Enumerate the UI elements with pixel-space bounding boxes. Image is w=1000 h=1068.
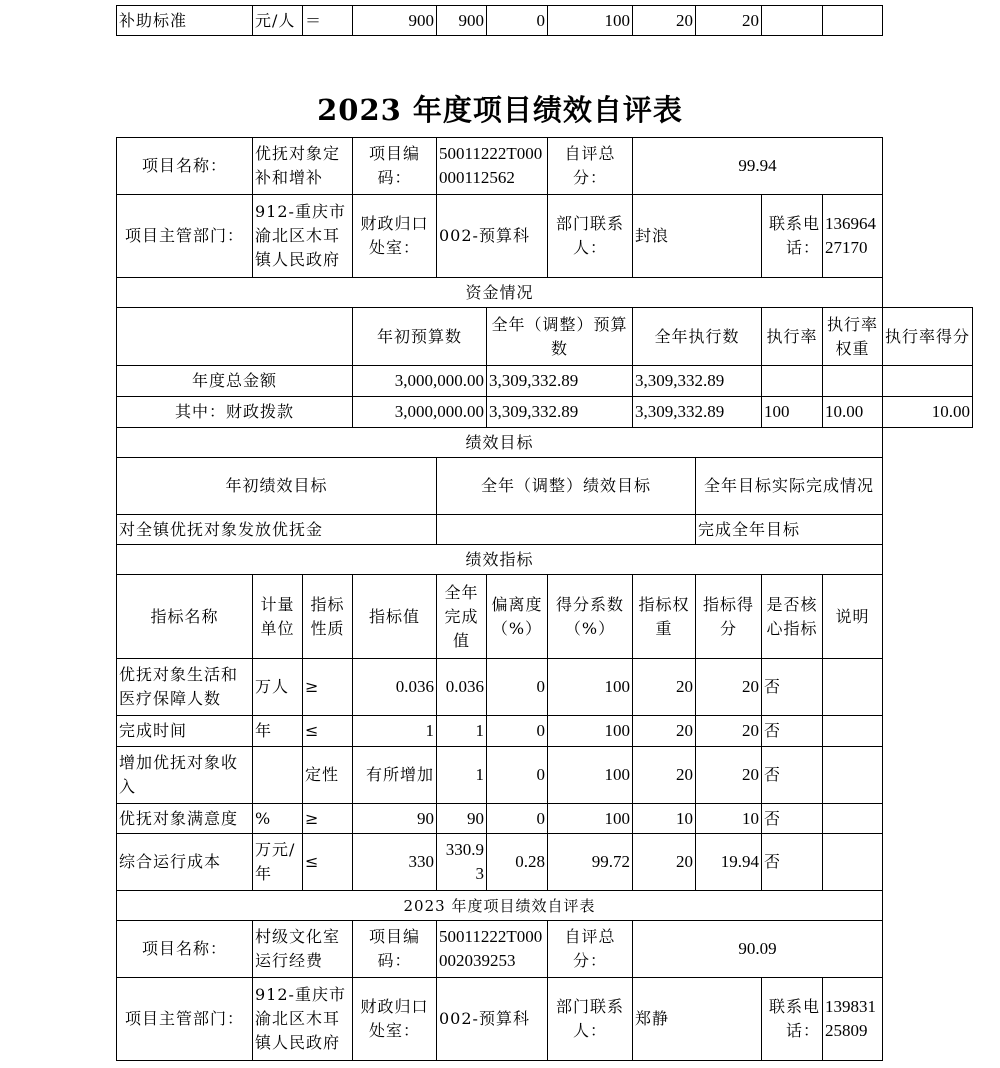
ind-nature: ≤ [303,834,353,891]
ind-nature-header: 指标性质 [303,575,353,659]
fiscal-adjusted: 3,309,332.89 [487,397,633,428]
funds-fiscal-row [117,397,973,428]
ind-name: 增加优抚对象收入 [117,747,253,804]
page-title: 2023 年度项目绩效自评表 [317,93,683,127]
goal-adjusted-header: 全年（调整）绩效目标 [437,458,696,515]
indicator-coef: 100 [548,6,633,36]
contact-value: 郑静 [633,978,762,1061]
ind-core-header: 是否核心指标 [762,575,823,659]
project-code-label: 项目编码： [353,138,437,195]
ind-note [823,834,883,891]
phone-label: 联系电话： [762,195,823,278]
self-score-value: 99.94 [633,138,883,195]
ind-unit [253,747,303,804]
ind-deviation-header: 偏离度（%） [487,575,548,659]
funds-section-row [117,278,973,308]
ind-weight: 10 [633,804,696,834]
fiscal-executed: 3,309,332.89 [633,397,762,428]
ind-deviation: 0 [487,659,548,716]
ind-weight-header: 指标权重 [633,575,696,659]
finance-office-label: 财政归口处室： [353,195,437,278]
project-name-value: 优抚对象定补和增补 [253,138,353,195]
indicator-deviation: 0 [487,6,548,36]
contact-label: 部门联系人： [548,195,633,278]
goals-section-row [117,428,973,458]
self-score-label: 自评总分： [548,138,633,195]
indicator-unit: 元/人 [253,6,303,36]
self-score-value: 90.09 [633,921,883,978]
indicator-target: 900 [353,6,437,36]
ind-actual-header: 全年完成值 [437,575,487,659]
table-row [117,804,973,834]
ind-unit: 年 [253,716,303,747]
ind-core: 否 [762,804,823,834]
fiscal-initial: 3,000,000.00 [353,397,487,428]
col-rate: 执行率 [762,308,823,366]
ind-weight: 20 [633,716,696,747]
dept-row [117,195,973,278]
fiscal-rate: 100 [762,397,823,428]
ind-name: 完成时间 [117,716,253,747]
ind-deviation: 0 [487,804,548,834]
ind-note [823,747,883,804]
ind-core: 否 [762,716,823,747]
goals-section-heading: 绩效目标 [117,428,883,458]
funds-header-row [117,308,973,366]
ind-value: 有所增加 [353,747,437,804]
ind-score: 10 [696,804,762,834]
dept-row [117,978,973,1061]
ind-value-header: 指标值 [353,575,437,659]
indicator-note [823,6,883,36]
ind-score: 20 [696,747,762,804]
ind-core: 否 [762,834,823,891]
contact-value: 封浪 [633,195,762,278]
row-fiscal-label: 其中：财政拨款 [117,397,353,428]
table-row [117,716,973,747]
table-row [117,6,883,36]
goal-initial-value: 对全镇优抚对象发放优抚金 [117,515,437,545]
project-name-label: 项目名称： [117,921,253,978]
total-rate [762,366,823,397]
fiscal-score: 10.00 [883,397,973,428]
ind-coef: 100 [548,659,633,716]
contact-label: 部门联系人： [548,978,633,1061]
ind-nature: 定性 [303,747,353,804]
ind-actual: 1 [437,716,487,747]
project-code-label: 项目编码： [353,921,437,978]
ind-actual: 0.036 [437,659,487,716]
ind-core: 否 [762,659,823,716]
second-table-title: 2023 年度项目绩效自评表 [117,891,883,921]
indicators-section-heading: 绩效指标 [117,545,883,575]
ind-weight: 20 [633,747,696,804]
table-row [117,659,973,716]
project-name-row [117,921,973,978]
ind-score: 19.94 [696,834,762,891]
indicators-header-row [117,575,973,659]
ind-coef-header: 得分系数（%） [548,575,633,659]
table-row [117,834,973,891]
ind-coef: 99.72 [548,834,633,891]
finance-office-label: 财政归口处室： [353,978,437,1061]
ind-score: 20 [696,716,762,747]
indicator-actual: 900 [437,6,487,36]
ind-deviation: 0 [487,716,548,747]
finance-office-value: 002-预算科 [437,195,548,278]
ind-value: 1 [353,716,437,747]
ind-unit-header: 计量单位 [253,575,303,659]
ind-actual: 330.93 [437,834,487,891]
ind-value: 0.036 [353,659,437,716]
ind-unit: 万元/年 [253,834,303,891]
ind-name: 优抚对象生活和医疗保障人数 [117,659,253,716]
total-initial: 3,000,000.00 [353,366,487,397]
indicators-section-row [117,545,973,575]
goal-actual-value: 完成全年目标 [696,515,883,545]
ind-actual: 1 [437,747,487,804]
indicator-score: 20 [696,6,762,36]
ind-name-header: 指标名称 [117,575,253,659]
ind-coef: 100 [548,716,633,747]
ind-note [823,659,883,716]
project-code-value: 50011222T000002039253 [437,921,548,978]
self-score-label: 自评总分： [548,921,633,978]
ind-weight: 20 [633,659,696,716]
project-code-value: 50011222T000000112562 [437,138,548,195]
ind-deviation: 0.28 [487,834,548,891]
funds-section-heading: 资金情况 [117,278,883,308]
performance-evaluation-table [116,137,973,1061]
ind-note [823,716,883,747]
project-name-row [117,138,973,195]
ind-actual: 90 [437,804,487,834]
dept-label: 项目主管部门： [117,978,253,1061]
dept-value: 912-重庆市渝北区木耳镇人民政府 [253,978,353,1061]
ind-value: 90 [353,804,437,834]
goal-actual-header: 全年目标实际完成情况 [696,458,883,515]
ind-deviation: 0 [487,747,548,804]
goal-adjusted-value [437,515,696,545]
ind-core: 否 [762,747,823,804]
indicator-core [762,6,823,36]
ind-name: 综合运行成本 [117,834,253,891]
col-rate-score: 执行率得分 [883,308,973,366]
ind-coef: 100 [548,804,633,834]
ind-nature: ≥ [303,659,353,716]
dept-label: 项目主管部门： [117,195,253,278]
fiscal-weight: 10.00 [823,397,883,428]
ind-note [823,804,883,834]
phone-value: 13983125809 [823,978,883,1061]
table-row [117,747,973,804]
phone-label: 联系电话： [762,978,823,1061]
goals-header-row [117,458,973,515]
col-execution: 全年执行数 [633,308,762,366]
project-name-label: 项目名称： [117,138,253,195]
col-rate-weight: 执行率权重 [823,308,883,366]
section-title-row [117,891,973,921]
ind-name: 优抚对象满意度 [117,804,253,834]
dept-value: 912-重庆市渝北区木耳镇人民政府 [253,195,353,278]
phone-value: 13696427170 [823,195,883,278]
project-name-value: 村级文化室运行经费 [253,921,353,978]
ind-nature: ≤ [303,716,353,747]
ind-weight: 20 [633,834,696,891]
ind-nature: ≥ [303,804,353,834]
goals-value-row [117,515,973,545]
funds-total-row [117,366,973,397]
col-adjusted-budget: 全年（调整）预算数 [487,308,633,366]
row-total-label: 年度总金额 [117,366,353,397]
ind-coef: 100 [548,747,633,804]
ind-value: 330 [353,834,437,891]
top-continuation-table [116,5,883,36]
total-adjusted: 3,309,332.89 [487,366,633,397]
total-executed: 3,309,332.89 [633,366,762,397]
indicator-nature: ＝ [303,6,353,36]
ind-score: 20 [696,659,762,716]
finance-office-value: 002-预算科 [437,978,548,1061]
total-weight [823,366,883,397]
col-initial-budget: 年初预算数 [353,308,487,366]
ind-score-header: 指标得分 [696,575,762,659]
ind-unit: % [253,804,303,834]
ind-note-header: 说明 [823,575,883,659]
goal-initial-header: 年初绩效目标 [117,458,437,515]
indicator-name: 补助标准 [117,6,253,36]
indicator-weight: 20 [633,6,696,36]
total-score [883,366,973,397]
ind-unit: 万人 [253,659,303,716]
